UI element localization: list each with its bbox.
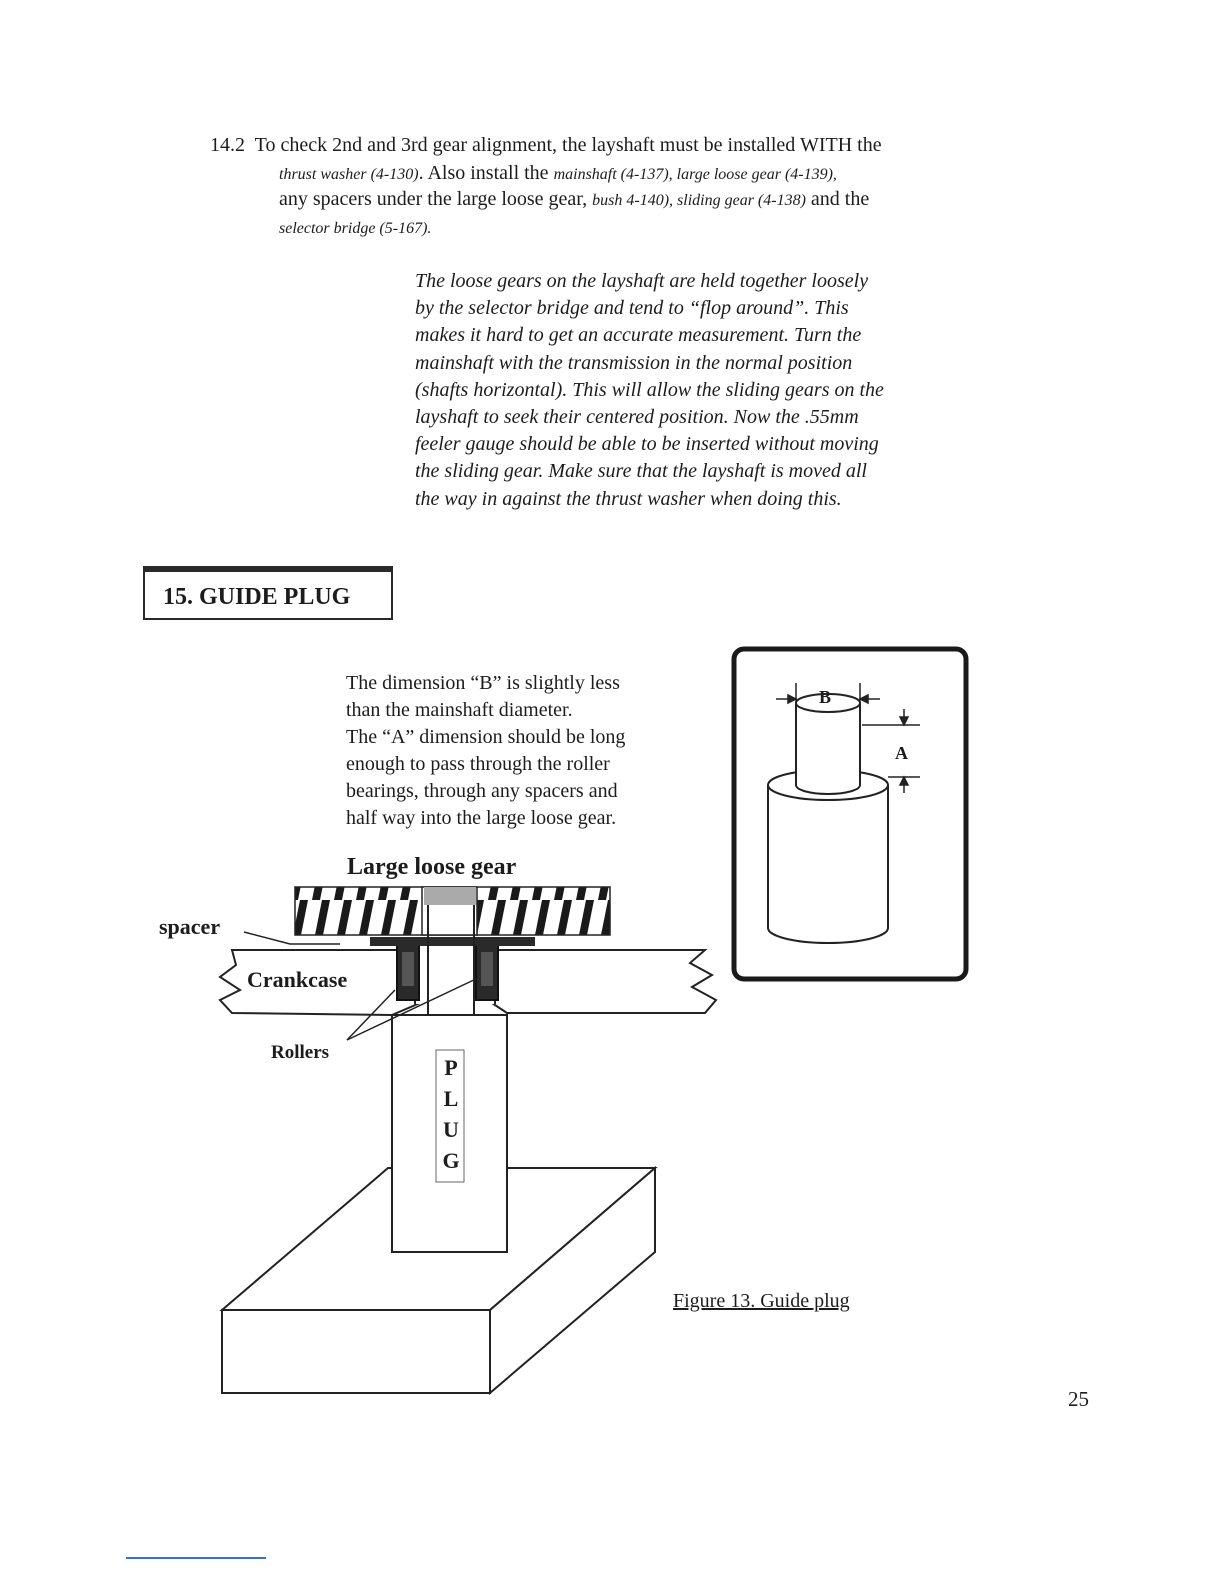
line1-text: To check 2nd and 3rd gear alignment, the layshaft must be installed WITH the (254, 134, 882, 156)
part-ref-mainshaft-gear: mainshaft (4-137), large loose gear (4-139), (553, 166, 837, 183)
note-line: by the selector bridge and tend to “flop around”. This (415, 297, 849, 320)
plug-letter: G (442, 1148, 460, 1173)
note-line: layshaft to seek their centered position. Now the .55mm (415, 406, 859, 429)
page-number: 25 (1068, 1387, 1089, 1411)
note-line: mainshaft with the transmission in the normal position (415, 351, 853, 374)
part-ref-selector-bridge: selector bridge (5-167). (279, 220, 432, 237)
figure-caption: Figure 13. Guide plug (673, 1290, 850, 1312)
description-line: than the mainshaft diameter. (346, 699, 573, 721)
note-line: The loose gears on the layshaft are held together loosely (415, 270, 869, 292)
label-spacer: spacer (159, 914, 221, 939)
description-line: enough to pass through the roller (346, 753, 610, 775)
plug-top-cylinder (796, 694, 860, 794)
description-line: half way into the large loose gear. (346, 807, 617, 829)
note-line: the way in against the thrust washer when doing this. (415, 487, 842, 510)
label-crankcase: Crankcase (247, 967, 348, 992)
note-line: (shafts horizontal). This will allow the sliding gears on the (415, 378, 884, 401)
part-ref-bush-sliding-gear: bush 4-140), sliding gear (4-138) (592, 192, 806, 209)
plug-base-cylinder (768, 770, 888, 943)
description-line: The “A” dimension should be long (346, 726, 626, 748)
note-line: makes it hard to get an accurate measurement. Turn the (415, 324, 862, 347)
plug-vertical-label (441, 1052, 461, 1176)
plug-tip (424, 887, 476, 905)
section-heading: 15. GUIDE PLUG (163, 584, 351, 610)
footer-rule (126, 1557, 266, 1559)
label-rollers: Rollers (271, 1042, 330, 1063)
line3-end-text: and the (805, 188, 870, 210)
description-line: bearings, through any spacers and (346, 780, 618, 802)
section-number: 14.2 (210, 134, 245, 156)
line2-text: . Also install the (418, 162, 554, 184)
part-ref-thrust-washer: thrust washer (4-130) (279, 166, 419, 183)
note-line: the sliding gear. Make sure that the layshaft is moved all (415, 460, 867, 483)
dim-a-label: A (895, 743, 908, 763)
line3-text: any spacers under the large loose gear, (279, 188, 593, 210)
label-large-loose-gear: Large loose gear (347, 854, 517, 880)
spacer (370, 937, 535, 946)
plug-letter: P (444, 1055, 458, 1080)
dim-b-label: B (819, 687, 832, 707)
plug-letter: L (443, 1086, 459, 1111)
dimension-inset-figure (730, 645, 975, 985)
description-line: The dimension “B” is slightly less (346, 672, 620, 694)
plug-letter: U (443, 1117, 459, 1142)
note-line: feeler gauge should be able to be inserted without moving (415, 433, 879, 456)
